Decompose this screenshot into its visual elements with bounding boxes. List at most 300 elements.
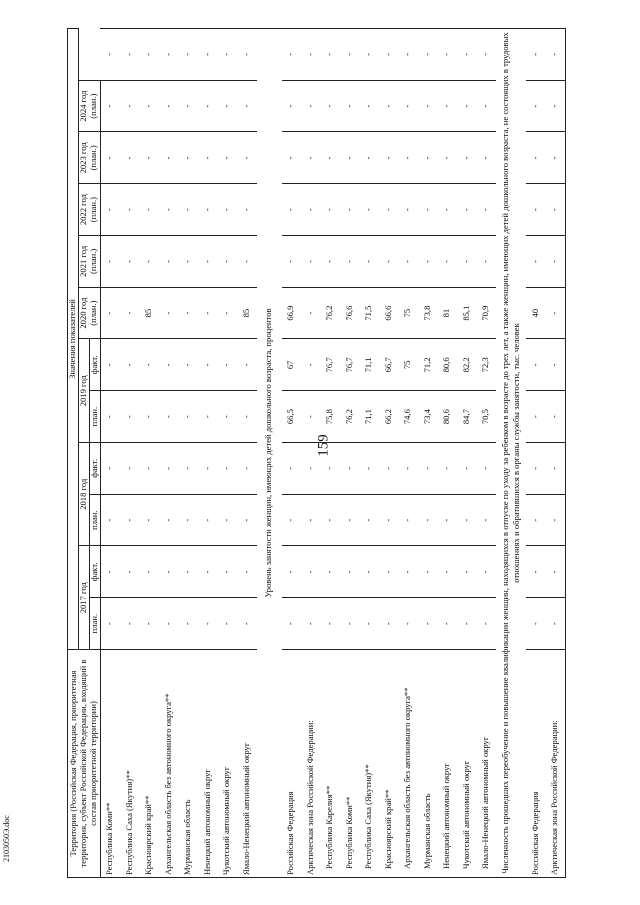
territory-name-cell: Ненецкий автономный округ [198, 650, 218, 878]
value-cell: - [120, 29, 140, 81]
value-cell: - [159, 339, 179, 391]
value-cell: - [218, 132, 238, 184]
value-cell: - [179, 29, 199, 81]
value-cell: - [140, 391, 160, 443]
value-cell: - [546, 236, 566, 288]
value-cell: - [340, 80, 360, 132]
territory-name-cell: Ненецкий автономный округ [438, 650, 458, 878]
territory-name-cell: Чукотский автономный округ [218, 650, 238, 878]
territory-name-cell: Ямало-Ненецкий автономный округ [477, 650, 497, 878]
value-cell: - [218, 29, 238, 81]
territory-name-cell: Республика Карелия** [321, 650, 341, 878]
table-row [120, 29, 140, 878]
value-cell: - [301, 29, 321, 81]
value-cell: - [418, 132, 438, 184]
table-row [179, 29, 199, 878]
value-cell: - [237, 236, 257, 288]
table-row [140, 29, 160, 878]
territory-name-cell: Республика Саха (Якутия)** [360, 650, 380, 878]
value-cell: - [198, 598, 218, 650]
value-cell: - [457, 443, 477, 495]
territory-name-cell: Арктическая зона Российской Федерации: [301, 650, 321, 878]
value-cell: - [100, 339, 120, 391]
value-cell: 82,2 [457, 339, 477, 391]
fact-2018-header: факт. [89, 443, 100, 495]
value-cell: 76,2 [340, 391, 360, 443]
table-row [360, 29, 380, 878]
value-cell: 40 [526, 287, 546, 339]
value-cell: - [120, 132, 140, 184]
value-cell: - [198, 443, 218, 495]
value-cell: - [301, 391, 321, 443]
value-cell: - [379, 598, 399, 650]
value-cell: - [159, 598, 179, 650]
value-cell: - [399, 598, 419, 650]
territory-name-cell: Российская Федерация [526, 650, 546, 878]
value-cell: - [198, 132, 218, 184]
value-cell: - [120, 184, 140, 236]
territory-name-cell: Красноярский край** [140, 650, 160, 878]
value-cell: - [399, 443, 419, 495]
table-row [218, 29, 238, 878]
value-cell: - [340, 236, 360, 288]
value-cell: - [526, 80, 546, 132]
territory-name-cell: Мурманская область [418, 650, 438, 878]
value-cell: - [159, 29, 179, 81]
value-cell: - [438, 598, 458, 650]
value-cell: 76,7 [340, 339, 360, 391]
value-cell: - [301, 287, 321, 339]
value-cell: - [399, 494, 419, 546]
value-cell: - [526, 339, 546, 391]
value-cell: - [526, 391, 546, 443]
fact-2019-header: факт. [89, 339, 100, 391]
table-row [100, 29, 120, 878]
value-cell: - [526, 546, 546, 598]
value-cell: 72,3 [477, 339, 497, 391]
value-cell: - [282, 184, 302, 236]
value-cell: 73,8 [418, 287, 438, 339]
territory-name-cell: Ямало-Ненецкий автономный округ [237, 650, 257, 878]
rotated-table-area [67, 28, 627, 878]
value-cell: - [321, 546, 341, 598]
territory-header: Территория (Российская Федерация, приоритетная территория, субъект Российской Федерации, входящий в состав приоритетной территории) [68, 650, 101, 878]
table-row [340, 29, 360, 878]
value-cell: - [179, 391, 199, 443]
plan-2018-header: план. [89, 494, 100, 546]
value-cell: - [418, 80, 438, 132]
value-cell: - [438, 184, 458, 236]
value-cell: - [399, 132, 419, 184]
value-cell: - [237, 546, 257, 598]
value-cell: - [379, 443, 399, 495]
value-cell: - [237, 494, 257, 546]
plan-2019-header: план. [89, 391, 100, 443]
value-cell: - [159, 443, 179, 495]
value-cell: - [179, 443, 199, 495]
value-cell: - [282, 29, 302, 81]
value-cell: - [218, 287, 238, 339]
value-cell: 66,5 [282, 391, 302, 443]
value-cell: - [218, 339, 238, 391]
value-cell: - [218, 494, 238, 546]
value-cell: 74,6 [399, 391, 419, 443]
table-row [301, 29, 321, 878]
value-cell: - [179, 80, 199, 132]
value-cell: 81 [438, 287, 458, 339]
value-cell: - [399, 29, 419, 81]
value-cell: - [546, 494, 566, 546]
value-cell: 73,4 [418, 391, 438, 443]
value-cell: - [301, 443, 321, 495]
value-cell: - [438, 29, 458, 81]
value-cell: - [477, 184, 497, 236]
value-cell: - [379, 132, 399, 184]
value-cell: - [340, 598, 360, 650]
value-cell: 80,6 [438, 391, 458, 443]
value-cell: - [546, 391, 566, 443]
value-cell: - [321, 598, 341, 650]
value-cell: - [179, 339, 199, 391]
value-cell: - [140, 443, 160, 495]
value-cell: - [340, 546, 360, 598]
section-row [496, 29, 526, 878]
value-cell: - [120, 236, 140, 288]
year-2019-header: 2019 год [78, 339, 89, 443]
value-cell: - [340, 494, 360, 546]
value-cell: - [237, 80, 257, 132]
value-cell: - [457, 80, 477, 132]
value-cell: - [546, 184, 566, 236]
value-cell: - [237, 391, 257, 443]
value-cell: 71,1 [360, 391, 380, 443]
section-row [257, 29, 282, 878]
value-cell: - [546, 598, 566, 650]
fact-2017-header: факт. [89, 546, 100, 598]
value-cell: - [179, 132, 199, 184]
value-cell: - [218, 598, 238, 650]
value-cell: 76,7 [321, 339, 341, 391]
value-cell: - [159, 236, 179, 288]
year-2024-header: 2024 год (план.) [78, 80, 100, 132]
value-cell: - [120, 443, 140, 495]
indicators-table [67, 28, 566, 878]
value-cell: - [301, 236, 321, 288]
value-cell: - [418, 494, 438, 546]
value-cell: - [120, 391, 140, 443]
value-cell: - [100, 29, 120, 81]
value-cell: - [546, 339, 566, 391]
value-cell: - [526, 29, 546, 81]
value-cell: 75 [399, 339, 419, 391]
value-cell: - [340, 443, 360, 495]
value-cell: 67 [282, 339, 302, 391]
value-cell: - [120, 287, 140, 339]
territory-name-cell: Республика Коми** [100, 650, 120, 878]
value-cell: - [379, 546, 399, 598]
value-cell: - [237, 443, 257, 495]
year-2022-header: 2022 год (план.) [78, 184, 100, 236]
table-row [379, 29, 399, 878]
value-cell: - [526, 598, 546, 650]
value-cell: - [360, 443, 380, 495]
value-cell: - [159, 546, 179, 598]
value-cell: - [321, 236, 341, 288]
value-cell: - [282, 443, 302, 495]
table-row [321, 29, 341, 878]
value-cell: - [546, 29, 566, 81]
value-cell: 76,2 [321, 287, 341, 339]
value-cell: - [360, 29, 380, 81]
value-cell: - [140, 236, 160, 288]
value-cell: 66,6 [379, 287, 399, 339]
value-cell: 75,8 [321, 391, 341, 443]
value-cell: - [140, 80, 160, 132]
value-cell: - [159, 184, 179, 236]
value-cell: 70,5 [477, 391, 497, 443]
table-row [282, 29, 302, 878]
value-cell: - [301, 184, 321, 236]
table-row [198, 29, 218, 878]
value-cell: - [399, 184, 419, 236]
value-cell: - [360, 546, 380, 598]
value-cell: - [198, 236, 218, 288]
value-cell: - [100, 598, 120, 650]
value-cell: - [526, 184, 546, 236]
value-cell: - [140, 339, 160, 391]
value-cell: - [526, 132, 546, 184]
value-cell: - [418, 443, 438, 495]
value-cell: - [546, 546, 566, 598]
value-cell: - [340, 184, 360, 236]
value-cell: 85 [237, 287, 257, 339]
table-row [477, 29, 497, 878]
value-cell: - [282, 546, 302, 598]
table-row [399, 29, 419, 878]
value-cell: 71,5 [360, 287, 380, 339]
value-cell: 66,9 [282, 287, 302, 339]
value-cell: - [360, 598, 380, 650]
value-cell: - [379, 184, 399, 236]
value-cell: - [546, 287, 566, 339]
value-cell: - [218, 80, 238, 132]
value-cell: 85,1 [457, 287, 477, 339]
value-cell: - [301, 132, 321, 184]
value-cell: - [140, 494, 160, 546]
value-cell: - [418, 29, 438, 81]
territory-name-cell: Российская Федерация [282, 650, 302, 878]
value-cell: - [340, 132, 360, 184]
territory-name-cell: Чукотский автономный округ [457, 650, 477, 878]
value-cell: - [198, 184, 218, 236]
value-cell: - [179, 236, 199, 288]
value-cell: - [100, 443, 120, 495]
value-cell: - [438, 132, 458, 184]
value-cell: - [140, 184, 160, 236]
value-cell: - [282, 494, 302, 546]
value-cell: - [100, 391, 120, 443]
value-cell: 66,7 [379, 339, 399, 391]
value-cell: - [379, 494, 399, 546]
value-cell: - [457, 29, 477, 81]
value-cell: - [282, 80, 302, 132]
value-cell: - [477, 29, 497, 81]
value-cell: - [340, 29, 360, 81]
value-cell: - [477, 236, 497, 288]
table-row [438, 29, 458, 878]
value-cell: 75 [399, 287, 419, 339]
value-cell: - [301, 598, 321, 650]
value-cell: - [282, 132, 302, 184]
value-cell: - [282, 598, 302, 650]
value-cell: - [237, 29, 257, 81]
file-footer: 2103050Э.doc [2, 815, 11, 862]
value-cell: - [477, 443, 497, 495]
table-row [418, 29, 438, 878]
value-cell: 66,2 [379, 391, 399, 443]
value-cell: - [399, 546, 419, 598]
value-cell: - [237, 598, 257, 650]
value-cell: - [418, 598, 438, 650]
territory-name-cell: Красноярский край** [379, 650, 399, 878]
value-cell: - [438, 236, 458, 288]
value-cell: - [360, 494, 380, 546]
value-cell: - [120, 546, 140, 598]
value-cell: - [360, 80, 380, 132]
value-cell: - [237, 339, 257, 391]
value-cell: - [120, 494, 140, 546]
value-cell: - [198, 339, 218, 391]
value-cell: - [179, 494, 199, 546]
value-cell: 70,9 [477, 287, 497, 339]
value-cell: - [379, 236, 399, 288]
value-cell: - [457, 598, 477, 650]
value-cell: - [438, 494, 458, 546]
value-cell: 76,6 [340, 287, 360, 339]
value-cell: - [100, 184, 120, 236]
value-cell: - [140, 29, 160, 81]
value-cell: - [100, 80, 120, 132]
value-cell: - [218, 236, 238, 288]
value-cell: - [321, 443, 341, 495]
value-cell: - [159, 80, 179, 132]
value-cell: - [477, 546, 497, 598]
value-cell: - [198, 80, 218, 132]
table-row [237, 29, 257, 878]
value-cell: - [159, 494, 179, 546]
table-body [100, 29, 566, 878]
value-cell: - [198, 546, 218, 598]
value-cell: - [546, 443, 566, 495]
value-cell: - [379, 29, 399, 81]
value-cell: - [546, 132, 566, 184]
territory-name-cell: Мурманская область [179, 650, 199, 878]
value-cell: 80,6 [438, 339, 458, 391]
value-cell: - [546, 80, 566, 132]
value-cell: - [100, 132, 120, 184]
value-cell: - [360, 132, 380, 184]
value-cell: - [379, 80, 399, 132]
year-2021-header: 2021 год (план.) [78, 236, 100, 288]
value-cell: - [477, 132, 497, 184]
page-number: 159 [315, 434, 332, 457]
value-cell: - [477, 598, 497, 650]
value-cell: - [120, 339, 140, 391]
value-cell: - [301, 339, 321, 391]
territory-name-cell: Республика Саха (Якутия)** [120, 650, 140, 878]
table-row [526, 29, 546, 878]
value-cell: 84,7 [457, 391, 477, 443]
section-title: Уровень занятости женщин, имеющих детей дошкольного возраста, процентов [257, 29, 282, 878]
value-cell: - [100, 236, 120, 288]
value-cell: - [418, 184, 438, 236]
value-cell: - [140, 132, 160, 184]
value-cell: - [179, 287, 199, 339]
year-2020-header: 2020 год (план.) [78, 287, 100, 339]
year-2018-header: 2018 год [78, 443, 89, 547]
value-cell: - [237, 184, 257, 236]
value-cell: - [120, 80, 140, 132]
value-cell: 71,2 [418, 339, 438, 391]
value-cell: - [218, 443, 238, 495]
value-cell: - [399, 80, 419, 132]
value-cell: - [140, 546, 160, 598]
table-row [546, 29, 566, 878]
value-cell: - [418, 546, 438, 598]
value-cell: - [198, 494, 218, 546]
value-cell: - [159, 287, 179, 339]
value-cell: - [526, 494, 546, 546]
value-cell: - [477, 80, 497, 132]
value-cell: - [140, 598, 160, 650]
value-cell: - [321, 494, 341, 546]
value-cell: - [321, 80, 341, 132]
value-cell: - [100, 287, 120, 339]
table-header [68, 29, 101, 878]
value-cell: 85 [140, 287, 160, 339]
value-cell: - [438, 546, 458, 598]
value-cell: - [218, 546, 238, 598]
value-cell: - [360, 184, 380, 236]
value-cell: - [179, 546, 199, 598]
territory-name-cell: Республика Коми** [340, 650, 360, 878]
value-cell: - [321, 184, 341, 236]
section-title: Численность прошедших переобучение и повышение квалификации женщин, находящихся в отпуске по уходу за ребенком в возрасте до трех лет, а также женщин, имеющих детей дошкольного возраста, не состоящих в трудовых отношениях и обратившихся в органы службы занятости, тыс. человек [496, 29, 526, 878]
value-cell: - [159, 132, 179, 184]
value-cell: - [477, 494, 497, 546]
value-cell: - [321, 29, 341, 81]
value-cell: - [399, 236, 419, 288]
value-cell: - [159, 391, 179, 443]
value-cell: 71,1 [360, 339, 380, 391]
value-cell: - [418, 236, 438, 288]
territory-name-cell: Арктическая зона Российской Федерации: [546, 650, 566, 878]
value-cell: - [526, 236, 546, 288]
value-cell: - [120, 598, 140, 650]
value-cell: - [179, 184, 199, 236]
value-cell: - [282, 236, 302, 288]
value-cell: - [198, 29, 218, 81]
value-cell: - [100, 546, 120, 598]
values-header: Значения показателей [68, 29, 79, 650]
value-cell: - [438, 443, 458, 495]
value-cell: - [457, 184, 477, 236]
table-row [457, 29, 477, 878]
value-cell: - [301, 546, 321, 598]
value-cell: - [438, 80, 458, 132]
value-cell: - [218, 391, 238, 443]
value-cell: - [301, 80, 321, 132]
